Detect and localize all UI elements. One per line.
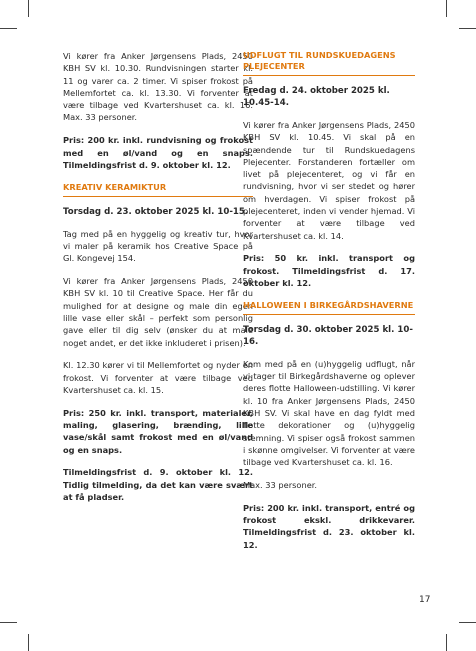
event-date: Fredag d. 24. oktober 2025 kl. 10.45-14. (243, 86, 390, 108)
section-heading: UDFLUGT TIL RUNDSKUEDAGENS PLEJECENTER (243, 50, 415, 76)
crop-mark (28, 634, 29, 651)
crop-mark (0, 28, 17, 29)
crop-mark (0, 622, 17, 623)
paragraph: Max. 33 personer. (243, 480, 318, 491)
crop-mark (28, 0, 29, 17)
paragraph: Tag med på en hyggelig og kreativ tur, hvor vi maler på keramik hos Creative Space på Gl. Kongevej 154. (63, 228, 253, 264)
left-column (63, 50, 253, 514)
price-paragraph: Pris: 200 kr. inkl. transport, entré og frokost ekskl. drikkevarer. Tilmeldingsfrist d. 23. oktober kl. 12. (243, 502, 415, 550)
crop-mark (446, 634, 447, 651)
crop-mark (446, 0, 447, 17)
paragraph: Vi kører fra Anker Jørgensens Plads, 2450 KBH SV kl. 10 til Creative Space. Her får du mulighed for at designe og male din egen lille vase eller skål – perfekt som personlig gave eller til dig selv (ønsker du at male noget andet, er det ikke inkluderet i prisen). (63, 276, 253, 348)
deadline-paragraph: Tilmeldingsfrist d. 9. oktober kl. 12. Tidlig tilmelding, da det kan være svært at få pladser. (63, 467, 253, 503)
page-number: 17 (419, 595, 431, 605)
crop-mark (459, 28, 476, 29)
paragraph: Vi kører fra Anker Jørgensens Plads, 2450 KBH SV kl. 10.45. Vi skal på en spændende tur til Rundskuedagens Plejecenter. Forstanderen fortæller om livet på plejecenteret, og vi får en rundvisning, hvor vi ser stedet og hører om hverdagen. Vi spiser frokost på plejecenteret, inden vi vender hjemad. Vi forventer at være tilbage ved Kvartershuset ca. kl. 14. (243, 120, 415, 241)
right-column (243, 50, 415, 562)
crop-mark (459, 622, 476, 623)
price-paragraph: Pris: 50 kr. inkl. transport og frokost. Tilmeldingsfrist d. 17. oktober kl. 12. (243, 253, 415, 289)
section-heading: KREATIV KERAMIKTUR (63, 182, 253, 197)
event-date: Torsdag d. 23. oktober 2025 kl. 10-15. (63, 206, 249, 217)
event-date: Torsdag d. 30. oktober 2025 kl. 10-16. (243, 324, 413, 347)
section-heading: HALLOWEEN I BIRKEGÅRDSHAVERNE (243, 300, 415, 315)
paragraph: Kom med på en (u)hyggelig udflugt, når vi tager til Birkegårdshaverne og oplever deres flotte Halloween-udstilling. Vi kører kl. 10 fra Anker Jørgensens Plads, 2450 KBH SV. Vi skal have en dag fyldt med flotte dekorationer og (u)hyggelig stemning. Vi spiser også frokost sammen i skønne omgivelser. Vi forventer at være tilbage ved Kvartershuset ca. kl. 16. (243, 358, 415, 468)
paragraph: Kl. 12.30 kører vi til Mellemfortet og nyder en frokost. Vi forventer at være tilbage ved Kvartershuset ca. kl. 15. (63, 360, 253, 395)
price-paragraph: Pris: 250 kr. inkl. transport, materialer, maling, glasering, brænding, lille vase/skål samt frokost med en øl/vand og en snaps. (63, 407, 253, 455)
price-paragraph: Pris: 200 kr. inkl. rundvisning og frokost med en øl/vand og en snaps. Tilmeldingsfrist d. 9. oktober kl. 12. (63, 135, 253, 170)
paragraph: Vi kører fra Anker Jørgensens Plads, 2450 KBH SV kl. 10.30. Rundvisningen starter kl. 11 og varer ca. 2 timer. Vi spiser frokost på Mellemfortet ca. kl. 13.30. Vi forventer at være tilbage ved Kvartershuset ca. kl. 16. Max. 33 personer. (63, 51, 253, 123)
